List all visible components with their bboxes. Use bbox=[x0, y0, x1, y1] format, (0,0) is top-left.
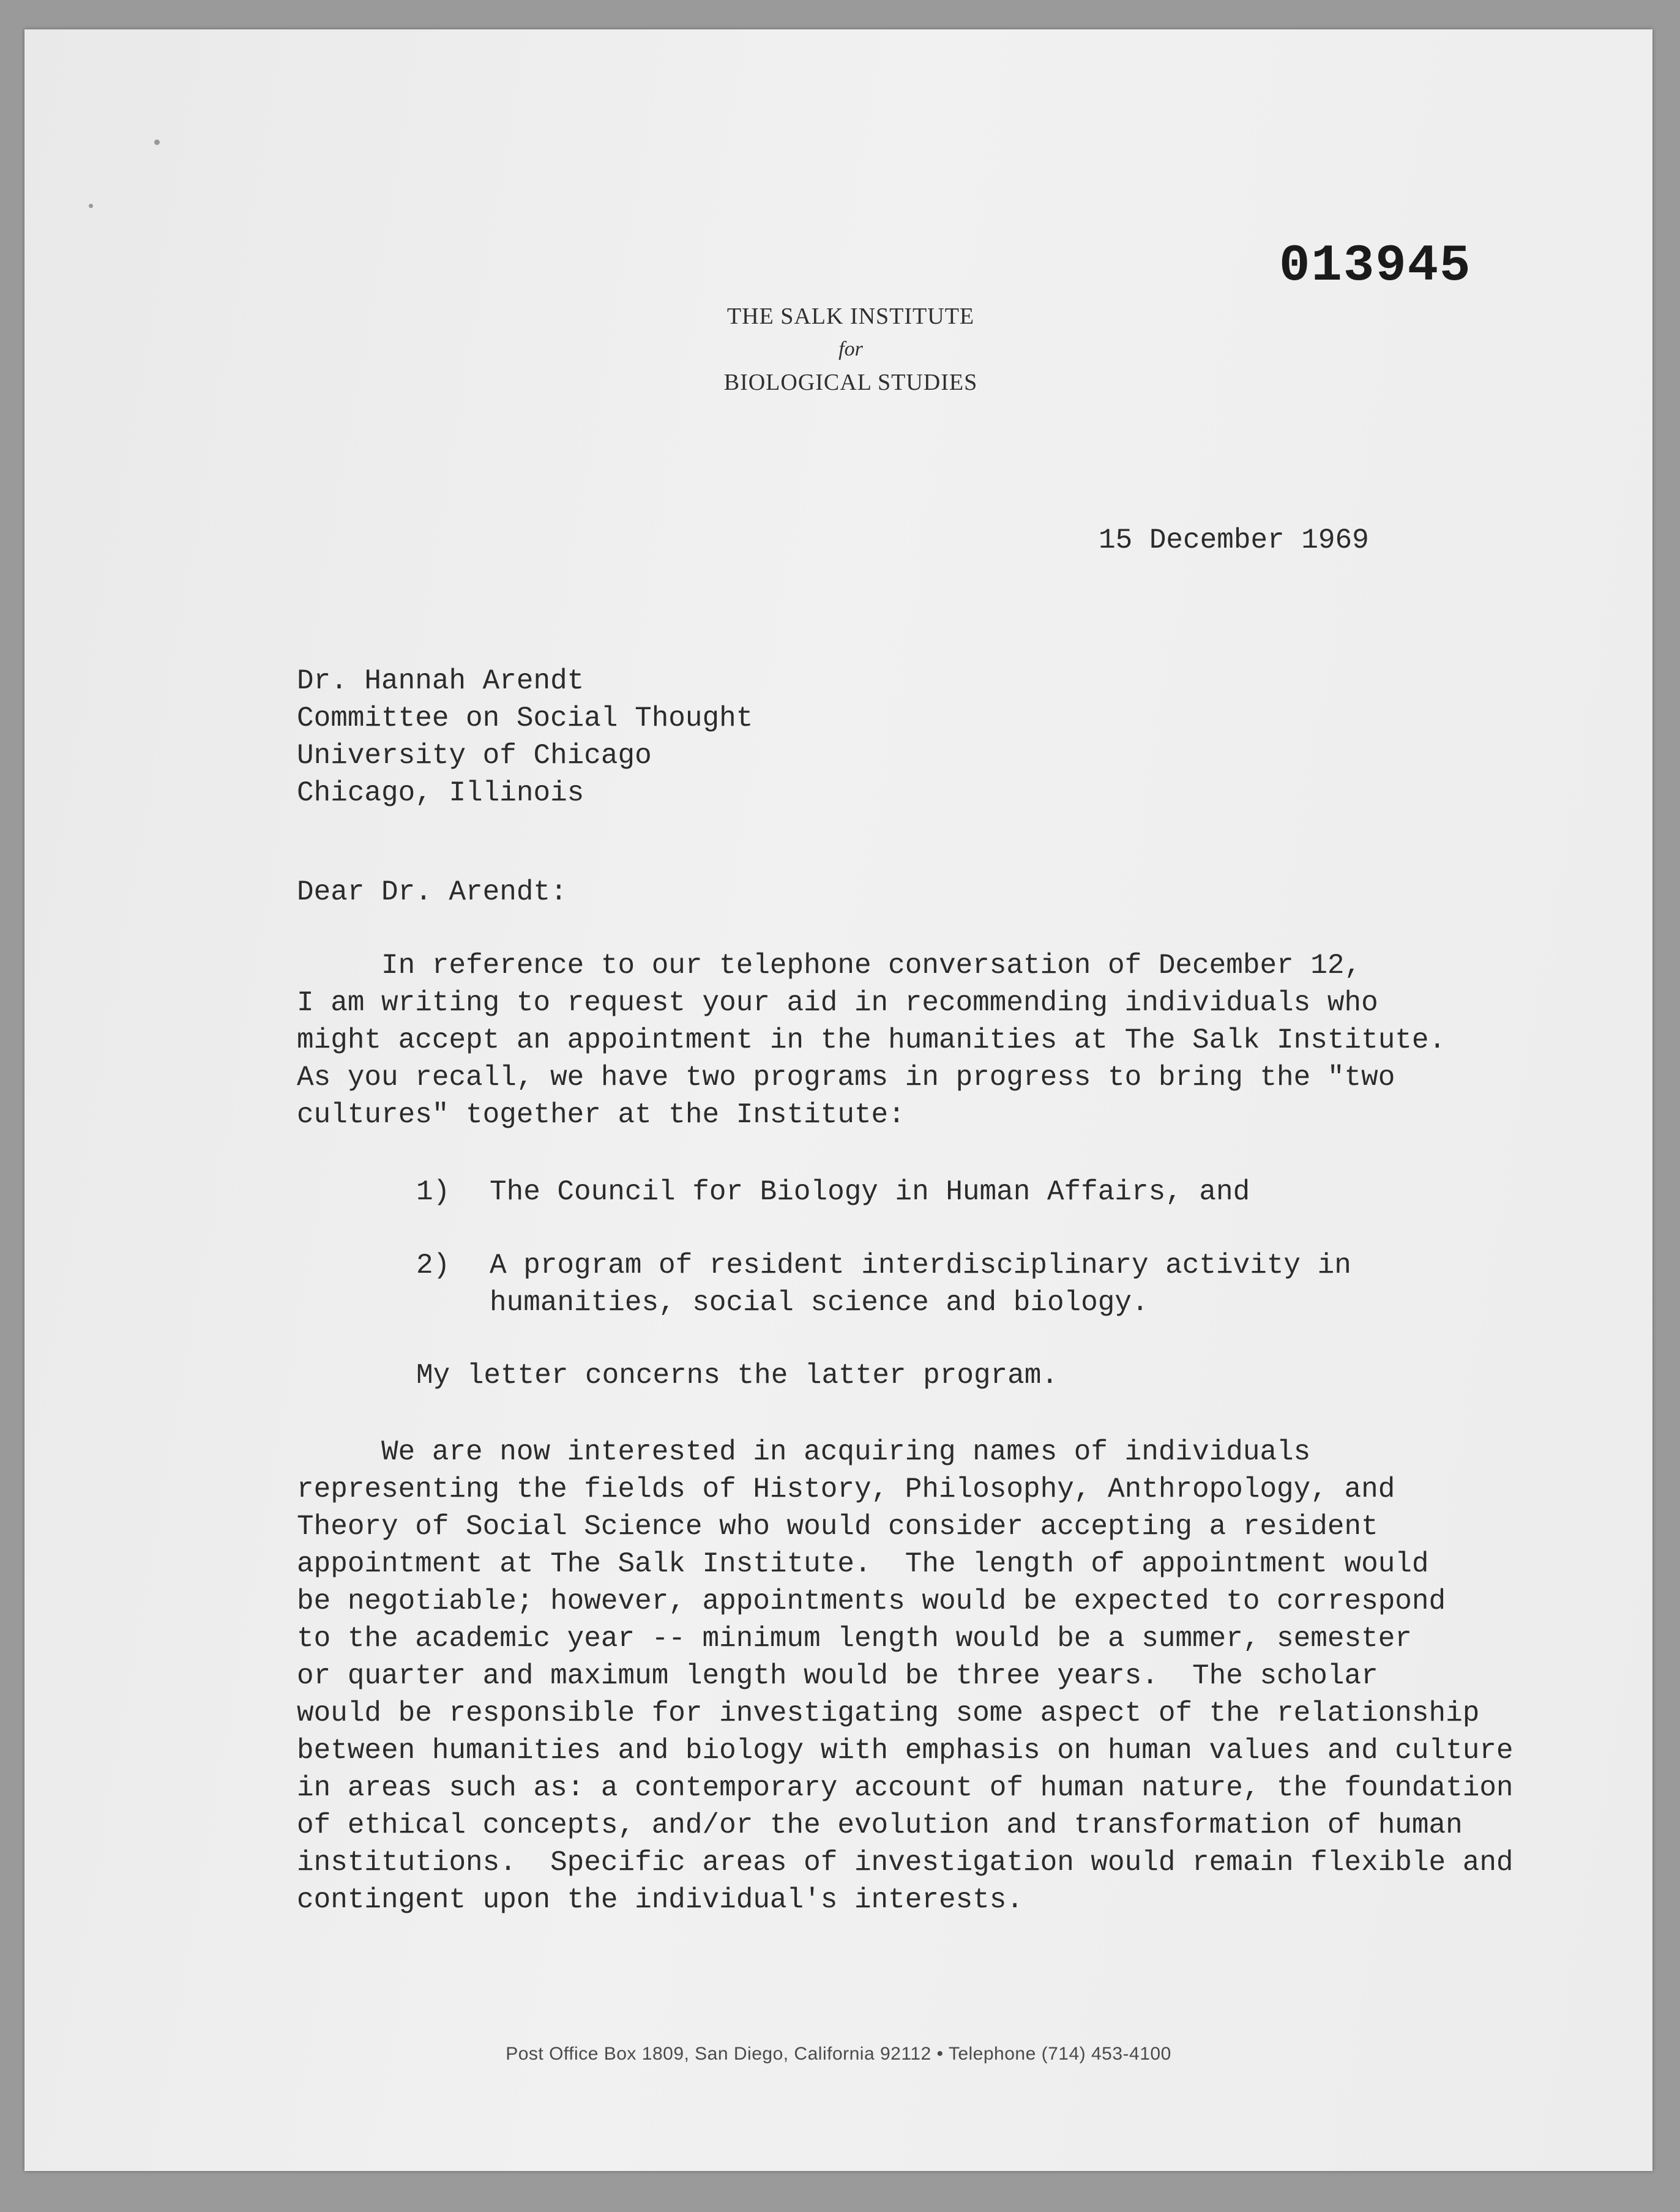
paragraph-line: representing the fields of History, Philosophy, Anthropology, and bbox=[297, 1473, 1395, 1505]
body-paragraph: My letter concerns the latter program. bbox=[416, 1360, 1058, 1391]
list-item-line: The Council for Biology in Human Affairs, and bbox=[490, 1176, 1250, 1208]
paragraph-line: between humanities and biology with emphasis on human values and culture bbox=[297, 1735, 1514, 1767]
ink-smudge bbox=[154, 140, 160, 145]
paragraph-line: appointment at The Salk Institute. The length of appointment would bbox=[297, 1548, 1429, 1580]
list-item-number: 1) bbox=[416, 1176, 450, 1208]
list-item-line: A program of resident interdisciplinary activity in bbox=[490, 1249, 1351, 1281]
letterhead-line: for bbox=[838, 338, 863, 360]
recipient-address bbox=[297, 663, 753, 812]
body-paragraph bbox=[297, 1434, 1514, 1919]
paragraph-line: would be responsible for investigating some aspect of the relationship bbox=[297, 1697, 1480, 1729]
paragraph-line: contingent upon the individual's interests. bbox=[297, 1884, 1023, 1916]
address-line: University of Chicago bbox=[297, 740, 652, 772]
paragraph-line: in areas such as: a contemporary account of human nature, the foundation bbox=[297, 1772, 1514, 1804]
list-item-number: 2) bbox=[416, 1249, 450, 1281]
paragraph-line: Theory of Social Science who would consider accepting a resident bbox=[297, 1511, 1378, 1543]
paragraph-line: might accept an appointment in the humanities at The Salk Institute. bbox=[297, 1024, 1446, 1056]
document-stamp-number: 013945 bbox=[1279, 237, 1472, 296]
paragraph-line: As you recall, we have two programs in progress to bring the "two bbox=[297, 1062, 1395, 1093]
ink-smudge bbox=[89, 204, 93, 208]
address-line: Dr. Hannah Arendt bbox=[297, 665, 584, 697]
letterhead-line: THE SALK INSTITUTE bbox=[726, 303, 975, 329]
address-line: Committee on Social Thought bbox=[297, 702, 753, 734]
paragraph-line: or quarter and maximum length would be three years. The scholar bbox=[297, 1660, 1378, 1692]
paragraph-line: institutions. Specific areas of investigation would remain flexible and bbox=[297, 1847, 1514, 1879]
address-line: Chicago, Illinois bbox=[297, 777, 584, 809]
list-item-line: humanities, social science and biology. bbox=[490, 1287, 1149, 1319]
paragraph-line: I am writing to request your aid in recommending individuals who bbox=[297, 987, 1378, 1019]
paragraph-line: We are now interested in acquiring names of individuals bbox=[297, 1436, 1311, 1468]
list-item-text bbox=[490, 1247, 1351, 1322]
paragraph-line: to the academic year -- minimum length would be a summer, semester bbox=[297, 1623, 1412, 1655]
paragraph-line: In reference to our telephone conversation of December 12, bbox=[297, 950, 1362, 981]
paragraph-line: be negotiable; however, appointments would be expected to correspond bbox=[297, 1585, 1446, 1617]
letterhead-line: BIOLOGICAL STUDIES bbox=[723, 370, 978, 395]
letterhead-footer: Post Office Box 1809, San Diego, California 92112 • Telephone (714) 453-4100 bbox=[506, 2044, 1171, 2064]
body-paragraph bbox=[297, 947, 1446, 1134]
list-item-text bbox=[490, 1174, 1250, 1211]
paragraph-line: of ethical concepts, and/or the evolution and transformation of human bbox=[297, 1809, 1463, 1841]
letter-page bbox=[24, 29, 1652, 2171]
letter-date: 15 December 1969 bbox=[1099, 524, 1369, 556]
salutation: Dear Dr. Arendt: bbox=[297, 876, 567, 908]
letterhead bbox=[637, 299, 1065, 400]
paragraph-line: cultures" together at the Institute: bbox=[297, 1099, 905, 1131]
